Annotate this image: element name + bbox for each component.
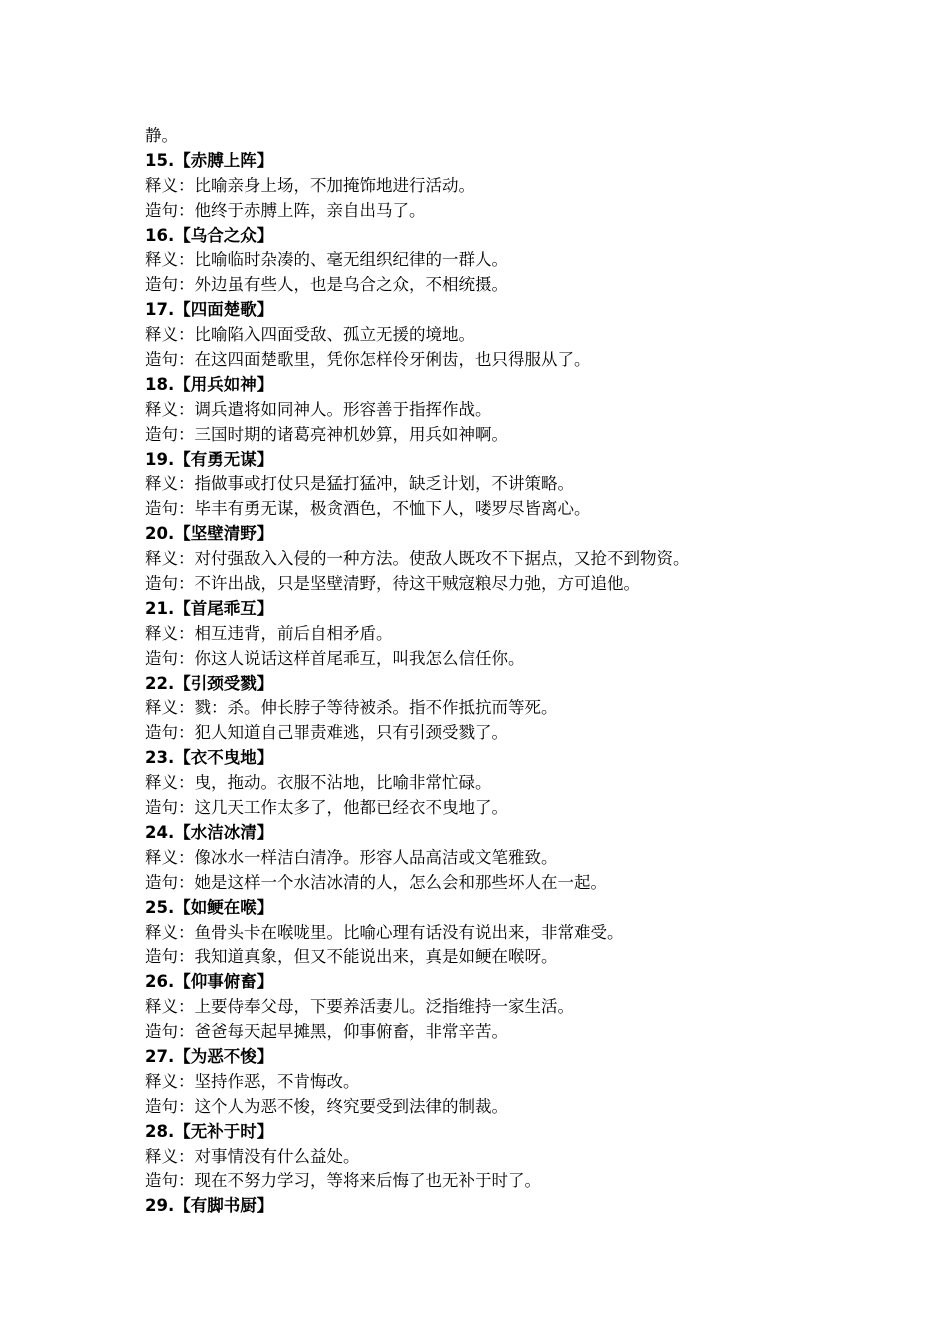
entry-meaning: 释义：戮：杀。伸长脖子等待被杀。指不作抵抗而等死。	[145, 698, 558, 718]
entry-title: 15.【赤膊上阵】	[145, 150, 274, 170]
entry-18	[145, 373, 845, 448]
entry-title: 26.【仰事俯畜】	[145, 972, 274, 992]
entry-example: 造句：犯人知道自己罪责难逃，只有引颈受戮了。	[145, 723, 508, 743]
entry-15	[145, 149, 845, 224]
entry-example: 造句：你这人说话这样首尾乖互，叫我怎么信任你。	[145, 648, 525, 668]
document-page	[145, 124, 845, 1219]
entry-meaning: 释义：上要侍奉父母，下要养活妻儿。泛指维持一家生活。	[145, 997, 574, 1017]
entry-title: 22.【引颈受戮】	[145, 673, 274, 693]
entry-meaning: 释义：对事情没有什么益处。	[145, 1146, 360, 1166]
entry-meaning: 释义：比喻临时杂凑的、毫无组织纪律的一群人。	[145, 250, 508, 270]
entry-meaning: 释义：坚持作恶，不肯悔改。	[145, 1071, 360, 1091]
entry-meaning: 释义：对付强敌入入侵的一种方法。使敌人既攻不下据点，又抢不到物资。	[145, 549, 690, 569]
entry-example: 造句：这几天工作太多了，他都已经衣不曳地了。	[145, 798, 508, 818]
entry-meaning: 释义：曳，拖动。衣服不沾地，比喻非常忙碌。	[145, 773, 492, 793]
entry-meaning: 释义：比喻陷入四面受敌、孤立无援的境地。	[145, 325, 475, 345]
entry-example: 造句：三国时期的诸葛亮神机妙算，用兵如神啊。	[145, 424, 508, 444]
entry-23	[145, 746, 845, 821]
entry-28	[145, 1120, 845, 1195]
entry-26	[145, 970, 845, 1045]
entry-24	[145, 821, 845, 896]
entry-meaning: 释义：调兵遣将如同神人。形容善于指挥作战。	[145, 399, 492, 419]
entry-title: 21.【首尾乖互】	[145, 598, 274, 618]
entry-16	[145, 224, 845, 299]
entry-meaning: 释义：像冰水一样洁白清净。形容人品高洁或文笔雅致。	[145, 847, 558, 867]
entry-example: 造句：他终于赤膊上阵，亲自出马了。	[145, 200, 426, 220]
entry-title: 23.【衣不曳地】	[145, 748, 274, 768]
entry-title: 25.【如鲠在喉】	[145, 897, 274, 917]
entry-example: 造句：她是这样一个水洁冰清的人，怎么会和那些坏人在一起。	[145, 872, 607, 892]
entry-meaning: 释义：指做事或打仗只是猛打猛冲，缺乏计划，不讲策略。	[145, 474, 574, 494]
entry-title: 19.【有勇无谋】	[145, 449, 274, 469]
entry-meaning: 释义：比喻亲身上场，不加掩饰地进行活动。	[145, 175, 475, 195]
entry-title: 28.【无补于时】	[145, 1121, 274, 1141]
entry-title: 24.【水洁冰清】	[145, 822, 274, 842]
entry-example: 造句：爸爸每天起早摊黑，仰事俯畜，非常辛苦。	[145, 1022, 508, 1042]
entry-example: 造句：我知道真象，但又不能说出来，真是如鲠在喉呀。	[145, 947, 558, 967]
entry-title: 20.【坚壁清野】	[145, 524, 274, 544]
entry-example: 造句：现在不努力学习，等将来后悔了也无补于时了。	[145, 1171, 541, 1191]
entry-title: 16.【乌合之众】	[145, 225, 274, 245]
entry-17	[145, 298, 845, 373]
entry-title: 17.【四面楚歌】	[145, 300, 274, 320]
continuation-text: 静。	[145, 126, 178, 145]
entry-title: 29.【有脚书厨】	[145, 1196, 274, 1216]
entry-27	[145, 1045, 845, 1120]
entry-25	[145, 896, 845, 971]
entry-example: 造句：毕丰有勇无谋，极贪酒色，不恤下人，喽罗尽皆离心。	[145, 499, 591, 519]
entry-21	[145, 597, 845, 672]
entry-meaning: 释义：相互违背，前后自相矛盾。	[145, 623, 393, 643]
entry-22	[145, 672, 845, 747]
entry-example: 造句：这个人为恶不悛，终究要受到法律的制裁。	[145, 1096, 508, 1116]
entry-19	[145, 448, 845, 523]
entry-example: 造句：在这四面楚歌里，凭你怎样伶牙俐齿，也只得服从了。	[145, 350, 591, 370]
entry-example: 造句：不许出战，只是坚壁清野，待这干贼寇粮尽力弛，方可追他。	[145, 574, 640, 594]
entry-title: 18.【用兵如神】	[145, 374, 274, 394]
entry-29	[145, 1194, 845, 1219]
entry-20	[145, 522, 845, 597]
entry-meaning: 释义：鱼骨头卡在喉咙里。比喻心理有话没有说出来，非常难受。	[145, 922, 624, 942]
entry-example: 造句：外边虽有些人，也是乌合之众，不相统摄。	[145, 275, 508, 295]
entry-title: 27.【为恶不悛】	[145, 1046, 274, 1066]
